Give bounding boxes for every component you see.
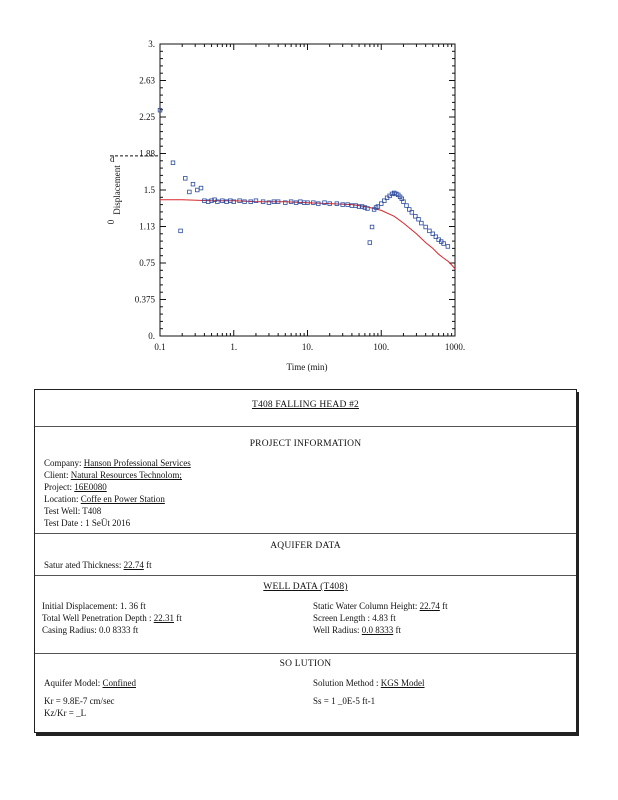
observed-point	[368, 241, 372, 245]
report-title: T408 FALLING HEAD #2	[252, 400, 359, 410]
plot-frame	[160, 44, 455, 336]
screen-length-line: Screen Length : 4.83 ft	[313, 613, 396, 623]
displacement-time-chart	[0, 0, 618, 380]
kzkr-line: Kz/Kr = _L	[44, 708, 87, 718]
observed-point	[199, 186, 203, 190]
y-tick-label: 2.63	[139, 75, 155, 86]
axis-ticks	[160, 44, 455, 336]
y-tick-label: 1.88	[139, 148, 155, 159]
y-tick-label: 2.25	[139, 112, 155, 122]
ss-line: Ss = 1 _0E-5 ft-1	[313, 696, 376, 706]
y-tick-label: 1.13	[139, 221, 155, 232]
dashed-marker-label: d	[110, 154, 115, 164]
test-well-line: Test Well: T408	[44, 506, 102, 516]
y-tick-label: 1.5	[143, 185, 155, 195]
observed-point	[183, 177, 187, 181]
x-tick-label: 0.1	[154, 342, 166, 352]
location-line: Location: Coffe en Power Station	[44, 494, 165, 504]
y-tick-label: 3.	[148, 39, 155, 49]
observed-point	[446, 245, 450, 249]
saturated-thickness-line: Satur ated Thickness: 22.74 ft	[44, 560, 152, 570]
well-heading: WELL DATA (T408)	[263, 582, 348, 592]
observed-point	[299, 200, 303, 204]
company-line: Company: Hanson Professional Services	[44, 458, 191, 468]
casing-radius-line: Casing Radius: 0.0 8333 ft	[42, 625, 139, 635]
y-axis-extra-label: 0	[106, 219, 116, 225]
aquifer-model-line: Aquifer Model: Confined	[44, 678, 136, 688]
initial-displacement-line: Initial Displacement: 1. 36 ft	[42, 601, 146, 611]
solution-section	[35, 653, 576, 654]
x-axis-title: Time (min)	[286, 362, 328, 372]
observed-point	[405, 204, 409, 208]
observed-point	[370, 225, 374, 229]
solution-method-line: Solution Method : KGS Model	[313, 678, 425, 688]
y-tick-labels	[135, 39, 156, 341]
test-report-box	[34, 389, 577, 733]
x-tick-label: 1.	[230, 342, 238, 352]
test-date-line: Test Date : 1 SeÜt 2016	[44, 518, 131, 528]
x-tick-labels	[154, 342, 465, 352]
observed-point	[179, 229, 183, 233]
observed-point	[171, 161, 175, 165]
project-line: Project: 16E0080	[44, 482, 107, 492]
well-section	[35, 575, 576, 576]
observed-points	[158, 108, 449, 248]
aquifer-section	[35, 533, 576, 534]
well-radius-line: Well Radius: 0.0 8333 ft	[313, 625, 402, 635]
y-tick-label: 0.	[148, 331, 155, 341]
project-heading: PROJECT INFORMATION	[249, 439, 362, 449]
observed-point	[195, 188, 199, 192]
observed-point	[424, 225, 428, 229]
observed-point	[420, 221, 424, 225]
x-tick-label: 1000.	[444, 342, 466, 352]
x-tick-label: 10.	[301, 342, 314, 352]
y-axis-title: Displacement	[112, 165, 122, 215]
x-tick-label: 100.	[373, 342, 390, 352]
y-tick-label: 0.75	[139, 258, 155, 268]
kr-line: Kr = 9.8E-7 cm/sec	[44, 696, 115, 706]
solution-heading: SO LUTION	[279, 659, 332, 669]
observed-point	[191, 182, 195, 186]
client-line: Client: Natural Resources Technolom;	[44, 470, 182, 480]
total-penetration-line: Total Well Penetration Depth : 22.31 ft	[42, 613, 182, 623]
static-water-line: Static Water Column Height: 22.74 ft	[313, 601, 448, 611]
project-section	[35, 426, 576, 427]
y-tick-label: 0.375	[134, 294, 155, 305]
aquifer-heading: AQUIFER DATA	[270, 541, 341, 551]
observed-point	[188, 190, 192, 194]
